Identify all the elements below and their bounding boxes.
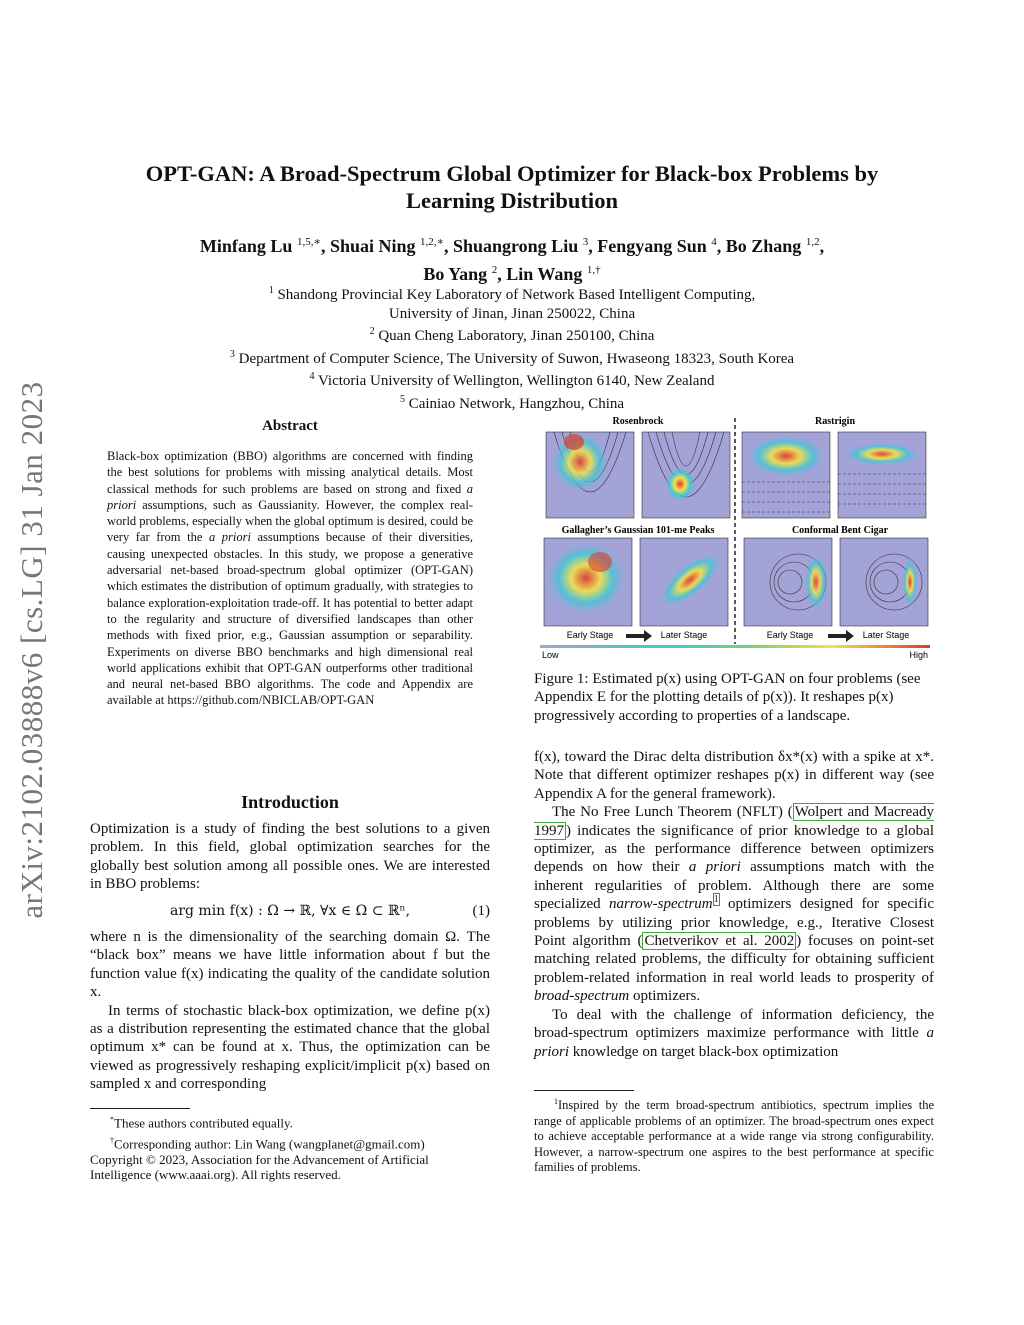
affiliations xyxy=(100,282,924,413)
panel-title-rastrigin: Rastrigin xyxy=(815,416,855,427)
citation-link[interactable]: Chetverikov et al. 2002 xyxy=(644,933,795,950)
plot-rosenbrock-later xyxy=(642,432,730,518)
plot-bent-cigar-later xyxy=(840,538,928,626)
author: Minfang Lu xyxy=(199,236,293,256)
author-line-2: Bo Yang $^2$, Lin Wang $^{1,\dagger}$ xyxy=(423,264,601,284)
author-line-1: Minfang Lu $^{1,5,∗}$, Shuai Ning $^{1,2,∗}$, Shuangrong Liu $^3$, Fengyang Sun $^4$, Bo Zhang $^{1,2}$, xyxy=(199,236,825,256)
figure-1-graphic xyxy=(540,412,930,660)
panel-title-gallagher: Gallagher’s Gaussian 101-me Peaks xyxy=(561,525,715,536)
paragraph: Optimization is a study of finding the best solutions to a given problem. In this field, global optimization searches for the globally best solution among all possible ones. We are interested in BBO problems: xyxy=(90,821,490,893)
footnote-rule xyxy=(534,1090,634,1091)
stage-label: Early Stage xyxy=(566,630,614,640)
stage-label: Early Stage xyxy=(766,630,814,640)
plot-rosenbrock-early xyxy=(546,430,634,518)
footnote-rule xyxy=(90,1108,190,1109)
author: Bo Zhang xyxy=(725,236,802,256)
affiliation: $^5$ Cainiao Network, Hangzhou, China xyxy=(399,393,625,412)
colorbar xyxy=(540,645,930,648)
author: Shuangrong Liu xyxy=(452,236,579,256)
abstract-body: Black-box optimization (BBO) algorithms are concerned with finding the best solutions for problems with missing analytical details. Most classical methods for such problems are based on strong and fixed a priori assumptions, such as Gaussianity. However, the complex real-world problems, especially when the global optimum is desired, could be very far from the a priori assumptions because of their diversities, causing unexpected obstacles. In this study, we propose a generative adversarial net-based broad-spectrum global optimizer (OPT-GAN) which estimates the distribution of optimum gradually, with strategies to balance exploration-exploitation trade-off. It has potential to better adapt to the regularity and structure of diversified landscapes than other methods with fixed prior, e.g., Gaussian assumption or separability. Experiments on diverse BBO benchmarks and high dimensional real world applications exhibit that OPT-GAN outperforms other traditional and neural net-based BBO algorithms. The code and Appendix are available at https://github.com/NBICLAB/OPT-GAN xyxy=(107,449,473,708)
affiliation: $^4$ Victoria University of Wellington, Wellington 6140, New Zealand xyxy=(309,371,715,389)
plot-rastrigin-later xyxy=(838,432,926,518)
author-list xyxy=(100,230,924,286)
affiliation: $^1$ Shandong Provincial Key Laboratory of Network Based Intelligent Computing, xyxy=(268,285,756,303)
citation-link[interactable]: Wolpert and Macready 1997 xyxy=(534,804,934,839)
paragraph: f(x), toward the Dirac delta distribution δx*(x) with a spike at x*. Note that different optimizer reshapes p(x) in different way (see Appendix A for the general framework). xyxy=(534,749,934,802)
abstract-heading: Abstract xyxy=(262,418,318,434)
author: Lin Wang xyxy=(506,264,583,284)
footnote-link[interactable]: 1 xyxy=(713,894,719,906)
right-column-body xyxy=(534,748,934,1061)
arxiv-id: arXiv:2102.03888v6 [cs.LG] 31 Jan 2023 xyxy=(14,381,49,919)
equation-number: (1) xyxy=(472,902,490,919)
affiliation: $^2$ Quan Cheng Laboratory, Jinan 250100, China xyxy=(369,326,655,344)
stage-label: Later Stage xyxy=(862,630,910,640)
author: Fengyang Sun xyxy=(597,236,707,256)
affiliation: University of Jinan, Jinan 250022, China xyxy=(388,305,636,322)
intro-body xyxy=(90,820,490,1094)
paper-title: OPT-GAN: A Broad-Spectrum Global Optimizer for Black-box Problems by Learning Distribution xyxy=(145,161,879,213)
arrow-icon xyxy=(828,630,854,642)
paragraph: In terms of stochastic black-box optimization, we define p(x) as a distribution representing the estimated chance that the global optimum x* can be found at x. Thus, the optimization can be viewed as progressively reshaping explicit/implicit p(x) based on sampled x and corresponding xyxy=(90,1002,490,1093)
paragraph: where n is the dimensionality of the searching domain Ω. The “black box” means we have little information about f but the function value f(x) indicating the quality of the candidate solution x. xyxy=(90,929,490,1001)
author: Bo Yang xyxy=(423,264,488,284)
colorbar-high-label: High xyxy=(909,650,928,660)
footnote-right: $^1$Inspired by the term broad-spectrum antibiotics, spectrum implies the range of applicable problems of an optimizer. The broad-spectrum ones expect to achieve acceptable performance at a wide range via strong configurability. However, a narrow-spectrum one aspires to the best performance at specific families of problems. xyxy=(534,1097,934,1175)
paragraph: The No Free Lunch Theorem (NFLT) ( Wolpert and Macready 1997 ) indicates the significance of prior knowledge to a global optimizer, as the performance difference between optimizers depends on how their a priori assumptions match with the inherent regularities of problem. Although there are some specialized narrow-spectrum$^1$ optimizers designed for specific problems by utilizing prior knowledge, e.g., Iterative Closest Point algorithm ( Chetverikov et al. 2002 ) focuses on point-set matching related problems, the difficulty for obtaining sufficient problem-related information in real world leads to prosperity of broad-spectrum optimizers. xyxy=(534,804,934,1005)
plot-gallagher-later xyxy=(640,538,731,626)
paragraph: To deal with the challenge of information deficiency, the broad-spectrum optimizers maximize performance with little a priori knowledge on target black-box optimization xyxy=(534,1006,934,1060)
equation-1: arg min f(x) : Ω → ℝ, ∀x ∈ Ω ⊂ ℝⁿ, (1) xyxy=(169,902,490,919)
panel-title-rosenbrock: Rosenbrock xyxy=(612,416,664,427)
arxiv-sidebar xyxy=(10,360,54,940)
footnotes-left: *These authors contributed equally. †Corresponding author: Lin Wang (wangplanet@gmail.com) Copyright © 2023, Association for the Advancement of Artificial Intelligence (www.aaai.org). All rights reserved. xyxy=(90,1115,429,1183)
author: Shuai Ning xyxy=(329,236,416,256)
colorbar-low-label: Low xyxy=(542,650,559,660)
figure-1 xyxy=(540,412,930,660)
section-heading-introduction: Introduction xyxy=(241,792,339,812)
affiliation: $^3$ Department of Computer Science, The University of Suwon, Hwaseong 18323, South Korea xyxy=(229,348,795,367)
plot-rastrigin-early xyxy=(742,432,830,518)
plot-gallagher-early xyxy=(544,538,632,626)
figure-1-caption: Figure 1: Estimated p(x) using OPT-GAN on four problems (see Appendix E for the plotting details of p(x)). It reshapes p(x) progressively according to properties of a landscape. xyxy=(534,671,921,724)
panel-title-bent-cigar: Conformal Bent Cigar xyxy=(791,525,889,536)
arrow-icon xyxy=(626,630,652,642)
stage-label: Later Stage xyxy=(660,630,708,640)
plot-bent-cigar-early xyxy=(744,538,832,626)
